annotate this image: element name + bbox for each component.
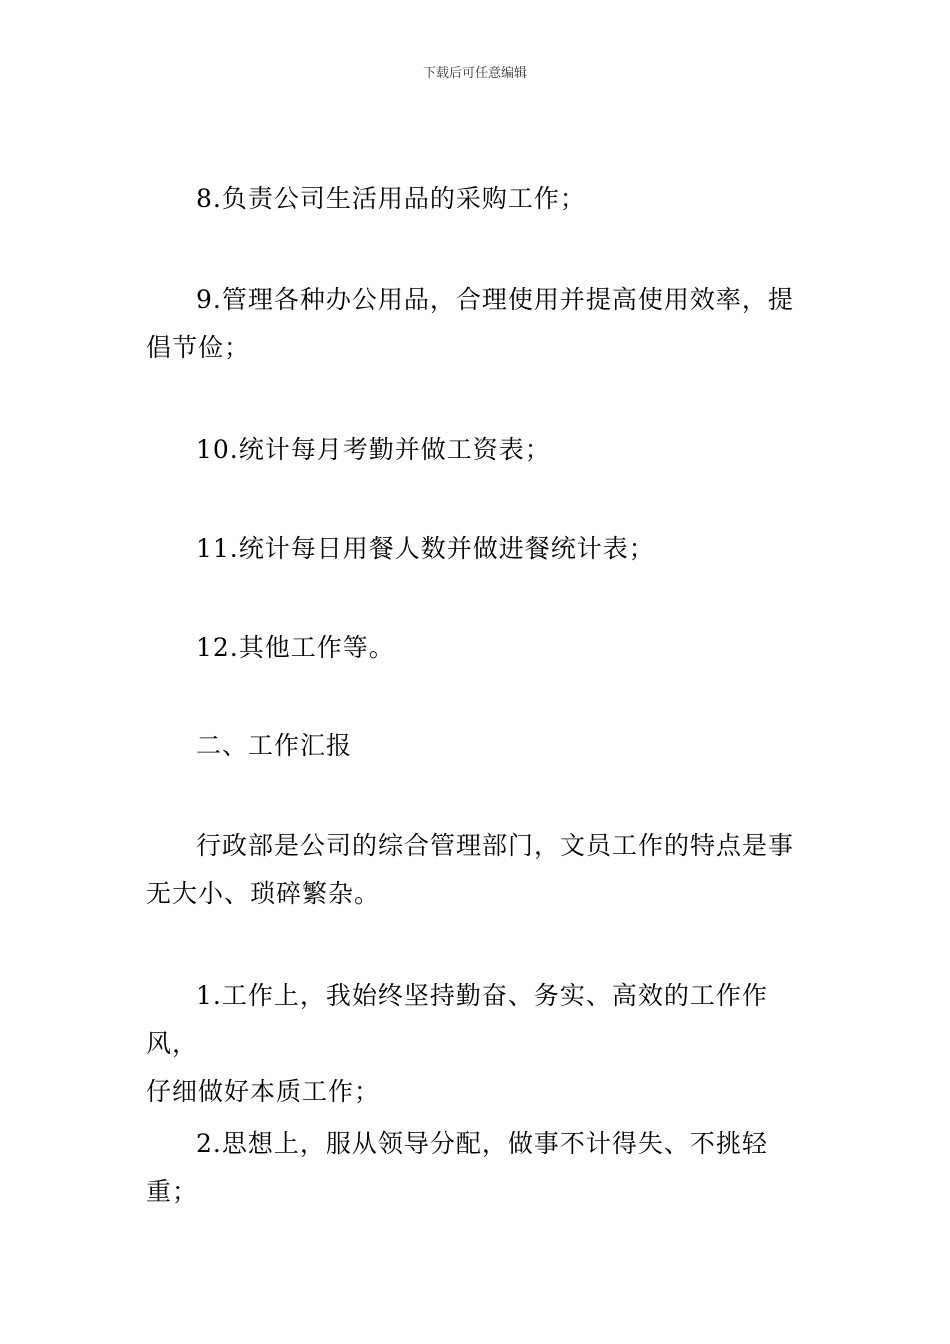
section-heading	[146, 722, 814, 770]
paragraph-line: 行政部是公司的综合管理部门，文员工作的特点是事	[196, 831, 795, 860]
paragraph-line: 10.统计每月考勤并做工资表；	[196, 435, 551, 464]
paragraph-line: 12.其他工作等。	[196, 633, 395, 662]
paragraph-line-continued: 倡节俭；	[146, 333, 251, 362]
paragraph-item-12	[146, 624, 814, 672]
paragraph-intro	[146, 822, 814, 918]
paragraph-line-continued: 无大小、琐碎繁杂。	[146, 879, 381, 908]
section-heading-text: 二、工作汇报	[196, 731, 353, 760]
paragraph-line-continued: 仔细做好本质工作；	[146, 1077, 381, 1106]
paragraph-item-8	[146, 175, 814, 223]
page-header: 下载后可任意编辑	[422, 66, 527, 81]
paragraph-line: 9.管理各种办公用品，合理使用并提高使用效率，提	[196, 285, 794, 314]
paragraph-line: 11.统计每日用餐人数并做进餐统计表；	[196, 534, 655, 563]
paragraph-line: 2.思想上，服从领导分配，做事不计得失、不挑轻重；	[146, 1129, 768, 1206]
paragraph-item-11	[146, 525, 814, 573]
paragraph-item-2	[146, 1120, 814, 1216]
paragraph-line: 1.工作上，我始终坚持勤奋、务实、高效的工作作风，	[146, 981, 768, 1058]
paragraph-item-9	[146, 276, 814, 372]
paragraph-line: 8.负责公司生活用品的采购工作；	[196, 184, 586, 213]
paragraph-item-1	[146, 972, 814, 1116]
paragraph-item-10	[146, 426, 814, 474]
